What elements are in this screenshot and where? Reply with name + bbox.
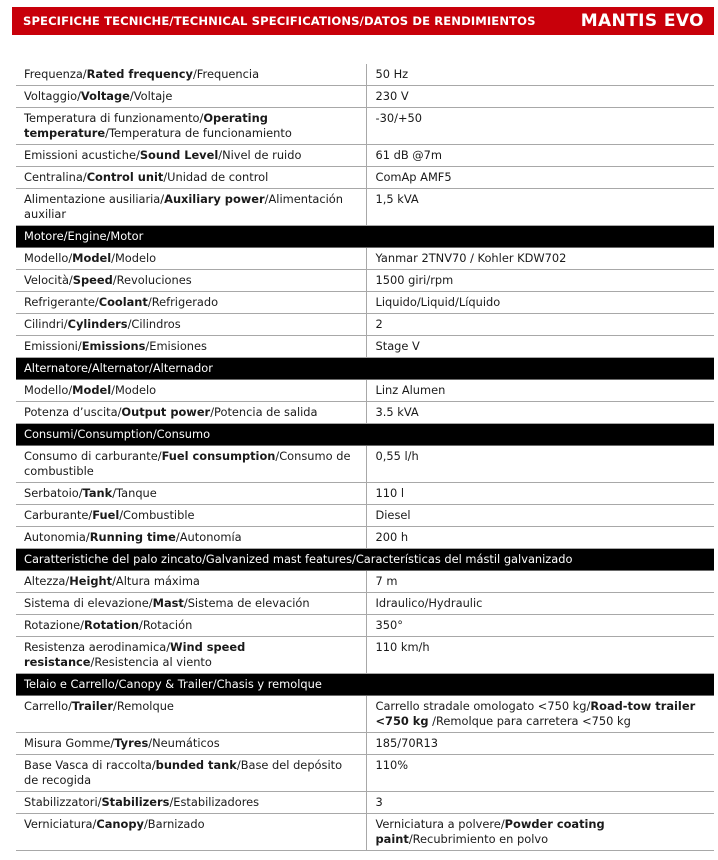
table-row xyxy=(16,593,714,615)
table-row xyxy=(16,380,714,402)
spec-label: Velocità/Speed/Revoluciones xyxy=(16,270,366,292)
table-row xyxy=(16,167,714,189)
spec-label: Resistenza aerodinamica/Wind speed resistance/Resistencia al viento xyxy=(16,637,366,674)
spec-value: Diesel xyxy=(366,505,714,527)
section-header-alternator: Alternatore/Alternator/Alternador xyxy=(16,358,714,380)
table-row xyxy=(16,145,714,167)
spec-value: 3.5 kVA xyxy=(366,402,714,424)
spec-label: Cilindri/Cylinders/Cilindros xyxy=(16,314,366,336)
spec-value: Stage V xyxy=(366,336,714,358)
spec-label: Potenza d’uscita/Output power/Potencia de salida xyxy=(16,402,366,424)
spec-value: 7 m xyxy=(366,571,714,593)
spec-value: Verniciatura a polvere/Powder coating paint/Recubrimiento en polvo xyxy=(366,814,714,851)
spec-value: 61 dB @7m xyxy=(366,145,714,167)
spec-value: 50 Hz xyxy=(366,64,714,86)
spec-label: Voltaggio/Voltage/Voltaje xyxy=(16,86,366,108)
header-banner xyxy=(12,7,714,35)
section-header-chassis: Telaio e Carrello/Canopy & Trailer/Chasis y remolque xyxy=(16,674,714,696)
table-row xyxy=(16,483,714,505)
spec-value: 1,5 kVA xyxy=(366,189,714,226)
spec-value: 0,55 l/h xyxy=(366,446,714,483)
spec-label: Serbatoio/Tank/Tanque xyxy=(16,483,366,505)
spec-label: Autonomia/Running time/Autonomía xyxy=(16,527,366,549)
spec-value: 2 xyxy=(366,314,714,336)
spec-label: Stabilizzatori/Stabilizers/Estabilizadores xyxy=(16,792,366,814)
spec-value: 200 h xyxy=(366,527,714,549)
spec-value: 3 xyxy=(366,792,714,814)
table-row xyxy=(16,733,714,755)
spec-label: Modello/Model/Modelo xyxy=(16,248,366,270)
table-row xyxy=(16,292,714,314)
spec-label: Alimentazione ausiliaria/Auxiliary power/Alimentación auxiliar xyxy=(16,189,366,226)
table-row xyxy=(16,402,714,424)
spec-label: Consumo di carburante/Fuel consumption/Consumo de combustible xyxy=(16,446,366,483)
spec-value: 230 V xyxy=(366,86,714,108)
spec-value: Yanmar 2TNV70 / Kohler KDW702 xyxy=(366,248,714,270)
section-header-consumption: Consumi/Consumption/Consumo xyxy=(16,424,714,446)
table-row xyxy=(16,615,714,637)
table-row xyxy=(16,270,714,292)
table-row xyxy=(16,527,714,549)
spec-value: 110 l xyxy=(366,483,714,505)
section-header-engine: Motore/Engine/Motor xyxy=(16,226,714,248)
spec-value: 110 km/h xyxy=(366,637,714,674)
spec-label: Base Vasca di raccolta/bunded tank/Base del depósito de recogida xyxy=(16,755,366,792)
spec-table xyxy=(16,64,714,851)
table-row xyxy=(16,755,714,792)
table-row xyxy=(16,814,714,851)
spec-value: Idraulico/Hydraulic xyxy=(366,593,714,615)
spec-label: Frequenza/Rated frequency/Frequencia xyxy=(16,64,366,86)
spec-value: Liquido/Liquid/Líquido xyxy=(366,292,714,314)
table-row xyxy=(16,248,714,270)
spec-label: Refrigerante/Coolant/Refrigerado xyxy=(16,292,366,314)
table-row xyxy=(16,446,714,483)
spec-value: Carrello stradale omologato <750 kg/Road-tow trailer <750 kg /Remolque para carretera <750 kg xyxy=(366,696,714,733)
spec-label: Modello/Model/Modelo xyxy=(16,380,366,402)
table-row xyxy=(16,64,714,86)
section-header-mast: Caratteristiche del palo zincato/Galvanized mast features/Características del mástil galvanizado xyxy=(16,549,714,571)
spec-label: Sistema di elevazione/Mast/Sistema de elevación xyxy=(16,593,366,615)
spec-value: -30/+50 xyxy=(366,108,714,145)
table-row xyxy=(16,792,714,814)
model-name: MANTIS EVO xyxy=(580,11,704,31)
table-row xyxy=(16,336,714,358)
table-row xyxy=(16,571,714,593)
spec-label: Centralina/Control unit/Unidad de control xyxy=(16,167,366,189)
spec-label: Altezza/Height/Altura máxima xyxy=(16,571,366,593)
spec-label: Misura Gomme/Tyres/Neumáticos xyxy=(16,733,366,755)
table-row xyxy=(16,189,714,226)
spec-label: Carrello/Trailer/Remolque xyxy=(16,696,366,733)
spec-label: Carburante/Fuel/Combustible xyxy=(16,505,366,527)
spec-label: Emissioni/Emissions/Emisiones xyxy=(16,336,366,358)
table-row xyxy=(16,637,714,674)
table-row xyxy=(16,505,714,527)
spec-value: 110% xyxy=(366,755,714,792)
spec-value: 350° xyxy=(366,615,714,637)
table-row xyxy=(16,86,714,108)
spec-value: Linz Alumen xyxy=(366,380,714,402)
table-row xyxy=(16,108,714,145)
table-row xyxy=(16,314,714,336)
spec-label: Temperatura di funzionamento/Operating temperature/Temperatura de funcionamiento xyxy=(16,108,366,145)
spec-label: Rotazione/Rotation/Rotación xyxy=(16,615,366,637)
spec-label: Emissioni acustiche/Sound Level/Nivel de ruido xyxy=(16,145,366,167)
spec-value: 1500 giri/rpm xyxy=(366,270,714,292)
spec-value: 185/70R13 xyxy=(366,733,714,755)
spec-label: Verniciatura/Canopy/Barnizado xyxy=(16,814,366,851)
table-row xyxy=(16,696,714,733)
page-title: SPECIFICHE TECNICHE/TECHNICAL SPECIFICATIONS/DATOS DE RENDIMIENTOS xyxy=(23,14,536,28)
spec-value: ComAp AMF5 xyxy=(366,167,714,189)
